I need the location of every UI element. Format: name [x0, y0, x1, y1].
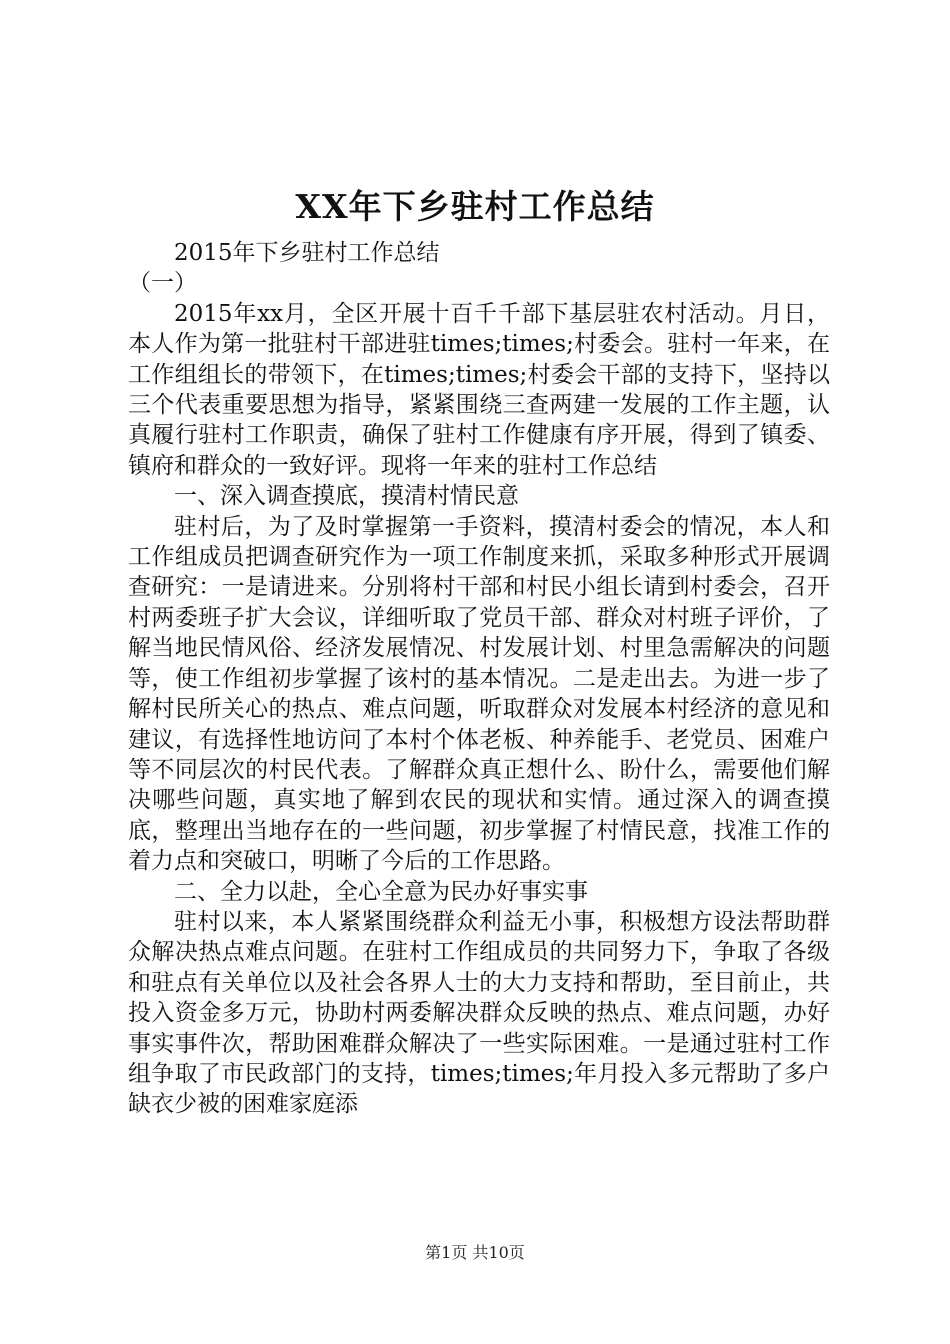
- document-body: [128, 238, 830, 1120]
- intro-paragraph: 2015年xx月，全区开展十百千千部下基层驻农村活动。月日，本人作为第一批驻村干部进驻times;times;村委会。驻村一年来，在工作组组长的带领下，在times;times;村委会干部的支持下，坚持以三个代表重要思想为指导，紧紧围绕三查两建一发展的工作主题，认真履行驻村工作职责，确保了驻村工作健康有序开展，得到了镇委、镇府和群众的一致好评。现将一年来的驻村工作总结: [128, 300, 830, 479]
- section-1-paragraph: 驻村后，为了及时掌握第一手资料，摸清村委会的情况，本人和工作组成员把调查研究作为一项工作制度来抓，采取多种形式开展调查研究：一是请进来。分别将村干部和村民小组长请到村委会，召开村两委班子扩大会议，详细听取了党员干部、群众对村班子评价，了解当地民情风俗、经济发展情况、村发展计划、村里急需解决的问题等，使工作组初步掌握了该村的基本情况。二是走出去。为进一步了解村民所关心的热点、难点问题，听取群众对发展本村经济的意见和建议，有选择性地访问了本村个体老板、种养能手、老党员、困难户等不同层次的村民代表。了解群众真正想什么、盼什么，需要他们解决哪些问题，真实地了解到农民的现状和实情。通过深入的调查摸底，整理出当地存在的一些问题，初步掌握了村情民意，找准工作的着力点和突破口，明晰了今后的工作思路。: [128, 513, 830, 875]
- section-2-paragraph: 驻村以来，本人紧紧围绕群众利益无小事，积极想方设法帮助群众解决热点难点问题。在驻村工作组成员的共同努力下，争取了各级和驻点有关单位以及社会各界人士的大力支持和帮助，至目前止，共投入资金多万元，协助村两委解决群众反映的热点、难点问题，办好事实事件次，帮助困难群众解决了一些实际困难。一是通过驻村工作组争取了市民政部门的支持，times;times;年月投入多元帮助了多户缺衣少被的困难家庭添: [128, 908, 830, 1118]
- section-heading-2: 二、全力以赴，全心全意为民办好事实事: [174, 878, 588, 905]
- section-number-paragraph: （一）: [128, 270, 197, 297]
- document-title: XX年下乡驻村工作总结: [295, 187, 655, 226]
- page-footer: 第1页 共10页: [425, 1243, 525, 1262]
- section-heading-1: 一、深入调查摸底，摸清村情民意: [174, 483, 519, 510]
- subtitle-paragraph: 2015年下乡驻村工作总结: [174, 240, 440, 266]
